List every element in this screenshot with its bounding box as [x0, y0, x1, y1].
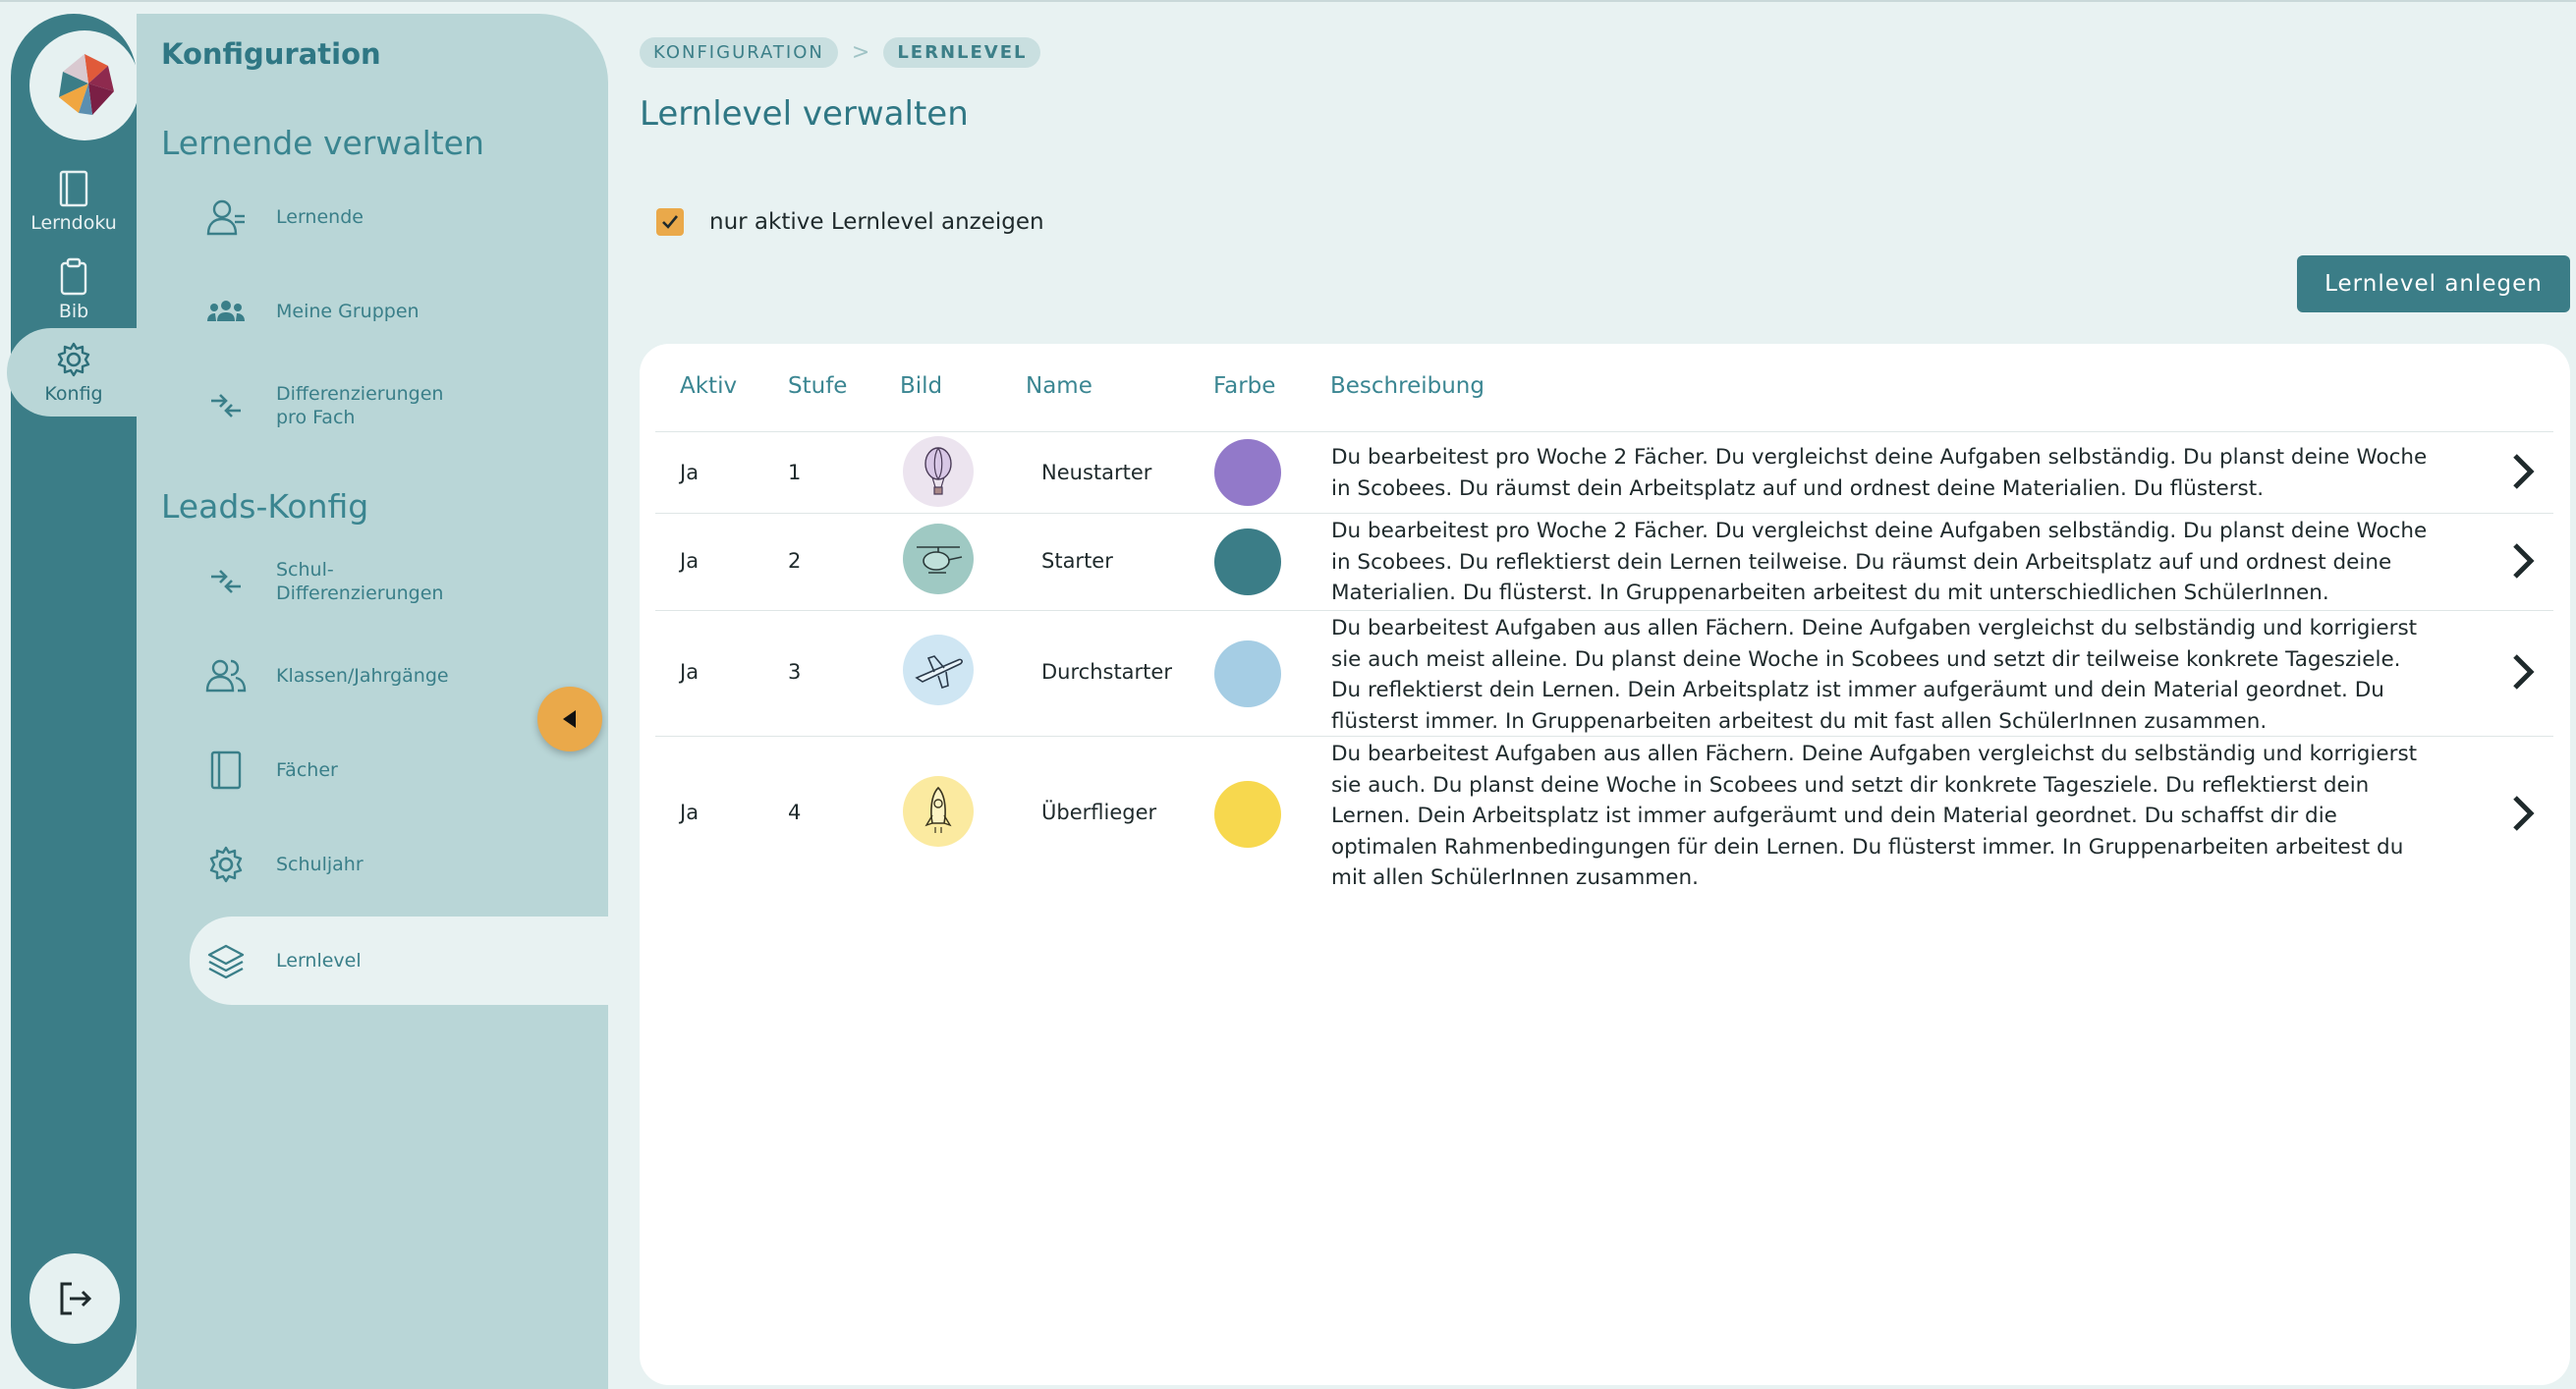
sidebar-item-label: Schuljahr	[276, 854, 364, 875]
page-title: Lernlevel verwalten	[640, 94, 969, 134]
logout-button[interactable]	[29, 1253, 120, 1344]
active-filter[interactable]	[656, 208, 1044, 236]
rail-item-konfig[interactable]	[11, 330, 137, 415]
color-swatch	[1214, 528, 1281, 595]
layers-icon	[205, 940, 247, 981]
chevron-right-icon[interactable]	[2510, 794, 2536, 833]
label-line-1: Differenzierungen	[276, 383, 444, 405]
logout-icon	[54, 1278, 95, 1319]
header-name[interactable]: Name	[1026, 373, 1092, 399]
level-image	[903, 524, 974, 594]
cell-beschreibung: Du bearbeitest pro Woche 2 Fächer. Du vergleichst deine Aufgaben selbständig. Du planst deine Woche in Scobees. Du reflektierst dein Lernen teilweise. Du räumst dein Arbeitsplatz auf und ordnest deine Materialien. Du flüsterst. In Gruppenarbeiten arbeitest du mit unterschiedlichen SchülerInnen.	[1331, 519, 2428, 605]
table-row[interactable]	[655, 736, 2553, 894]
sidebar-title: Konfiguration	[161, 37, 381, 71]
table-row[interactable]	[655, 610, 2553, 737]
header-aktiv[interactable]: Aktiv	[680, 373, 738, 399]
sidebar-item-differenzierungen-pro-fach[interactable]	[190, 363, 608, 448]
rail-item-label: Bib	[58, 301, 89, 322]
level-image	[903, 635, 974, 705]
cell-beschreibung: Du bearbeitest pro Woche 2 Fächer. Du vergleichst deine Aufgaben selbständig. Du planst deine Woche in Scobees. Du räumst dein Arbeitsplatz auf und ordnest deine Materialien. Du flüsterst.	[1331, 445, 2428, 501]
active-filter-label: nur aktive Lernlevel anzeigen	[709, 209, 1044, 235]
config-sidebar	[137, 14, 608, 1389]
sidebar-section-leads: Leads-Konfig	[161, 487, 369, 526]
cell-stufe: 4	[788, 801, 802, 824]
cell-beschreibung: Du bearbeitest Aufgaben aus allen Fächern. Deine Aufgaben vergleichst du selbständig und korrigierst sie auch. Du planst deine Woche in Scobees und setzt dir konkrete Tagesziele. Du reflektierst dein Lernen. Dein Arbeitsplatz ist immer aufgeräumt und dein Material geordnet. Du schaffst dir die optimalen Rahmenbedingungen für dein Lernen. Du flüsterst immer. In Gruppenarbeiten arbeitest du mit allen SchülerInnen zusammen.	[1331, 742, 2418, 890]
book-icon	[205, 750, 247, 791]
cell-beschreibung: Du bearbeitest Aufgaben aus allen Fächern. Deine Aufgaben vergleichst du selbständig und korrigierst sie auch meist alleine. Du planst deine Woche in Scobees und setzt dir teilweise konkrete Tagesziele. Du reflektierst dein Lernen. Dein Arbeitsplatz ist immer aufgeräumt und dein Material geordnet. Du flüsterst immer. In Gruppenarbeiten arbeitest du mit fast allen SchülerInnen zusammen.	[1331, 616, 2418, 734]
caret-left-icon	[558, 707, 582, 731]
breadcrumb	[640, 37, 1040, 68]
cell-stufe: 1	[788, 461, 802, 484]
active-filter-checkbox[interactable]	[656, 208, 684, 236]
gear-icon	[205, 844, 247, 885]
chevron-right-icon[interactable]	[2510, 652, 2536, 692]
color-swatch	[1214, 439, 1281, 506]
app-logo[interactable]	[29, 30, 140, 140]
sidebar-item-label: Lernlevel	[276, 950, 362, 972]
check-icon	[660, 212, 680, 232]
main-nav-rail	[11, 14, 137, 1389]
label-line-2: pro Fach	[276, 407, 356, 428]
airplane-icon	[903, 635, 974, 705]
helicopter-icon	[903, 524, 974, 594]
rail-item-label: Lerndoku	[30, 212, 117, 234]
group-icon	[205, 291, 247, 332]
sidebar-item-lernlevel[interactable]	[190, 917, 608, 1005]
sidebar-item-label: Fächer	[276, 759, 338, 781]
sidebar-item-meine-gruppen[interactable]	[190, 269, 608, 354]
rail-item-label: Konfig	[44, 383, 103, 405]
chevron-right-icon[interactable]	[2510, 452, 2536, 491]
header-beschreibung[interactable]: Beschreibung	[1330, 373, 1484, 399]
breadcrumb-separator: >	[851, 40, 870, 65]
compress-arrows-icon	[205, 561, 247, 602]
cell-name: Überflieger	[1041, 801, 1157, 824]
compress-arrows-icon	[205, 385, 247, 426]
level-image	[903, 776, 974, 847]
label-line-2: Differenzierungen	[276, 583, 444, 604]
rocket-icon	[903, 776, 974, 847]
color-swatch	[1214, 640, 1281, 707]
collapse-sidebar-button[interactable]	[537, 687, 602, 751]
cell-name: Starter	[1041, 549, 1113, 573]
header-bild[interactable]: Bild	[900, 373, 943, 399]
cell-aktiv: Ja	[680, 549, 700, 573]
color-swatch	[1214, 781, 1281, 848]
lernlevel-table	[640, 344, 2570, 1385]
table-row[interactable]	[655, 513, 2553, 611]
sidebar-item-schuljahr[interactable]	[190, 822, 608, 907]
cell-aktiv: Ja	[680, 660, 700, 684]
people-icon	[205, 655, 247, 696]
create-lernlevel-button[interactable]: Lernlevel anlegen	[2297, 255, 2570, 312]
cell-stufe: 3	[788, 660, 802, 684]
cell-aktiv: Ja	[680, 801, 700, 824]
cell-stufe: 2	[788, 549, 802, 573]
book-icon	[54, 169, 93, 208]
sidebar-item-label: Lernende	[276, 206, 364, 228]
breadcrumb-current: LERNLEVEL	[883, 37, 1040, 68]
table-row[interactable]	[655, 431, 2553, 514]
logo-icon	[49, 50, 120, 121]
sidebar-item-label	[276, 382, 443, 429]
clipboard-icon	[54, 257, 93, 297]
level-image	[903, 436, 974, 507]
cell-name: Durchstarter	[1041, 660, 1172, 684]
cell-aktiv: Ja	[680, 461, 700, 484]
sidebar-item-label: Meine Gruppen	[276, 301, 420, 322]
sidebar-section-lernende: Lernende verwalten	[161, 124, 484, 162]
label-line-1: Schul-	[276, 559, 334, 581]
sidebar-item-schul-differenzierungen[interactable]	[190, 539, 608, 624]
person-icon	[205, 196, 247, 238]
balloon-icon	[903, 436, 974, 507]
cell-name: Neustarter	[1041, 461, 1152, 484]
header-stufe[interactable]: Stufe	[788, 373, 848, 399]
sidebar-item-lernende[interactable]	[190, 175, 608, 259]
sidebar-item-label: Klassen/Jahrgänge	[276, 665, 449, 687]
rail-item-bib[interactable]	[11, 248, 137, 332]
sidebar-item-label	[276, 558, 443, 605]
top-border	[0, 0, 2576, 2]
header-farbe[interactable]: Farbe	[1213, 373, 1276, 399]
breadcrumb-konfiguration[interactable]: KONFIGURATION	[640, 37, 838, 68]
rail-item-lerndoku[interactable]	[11, 159, 137, 244]
chevron-right-icon[interactable]	[2510, 541, 2536, 581]
gear-icon	[54, 340, 93, 379]
